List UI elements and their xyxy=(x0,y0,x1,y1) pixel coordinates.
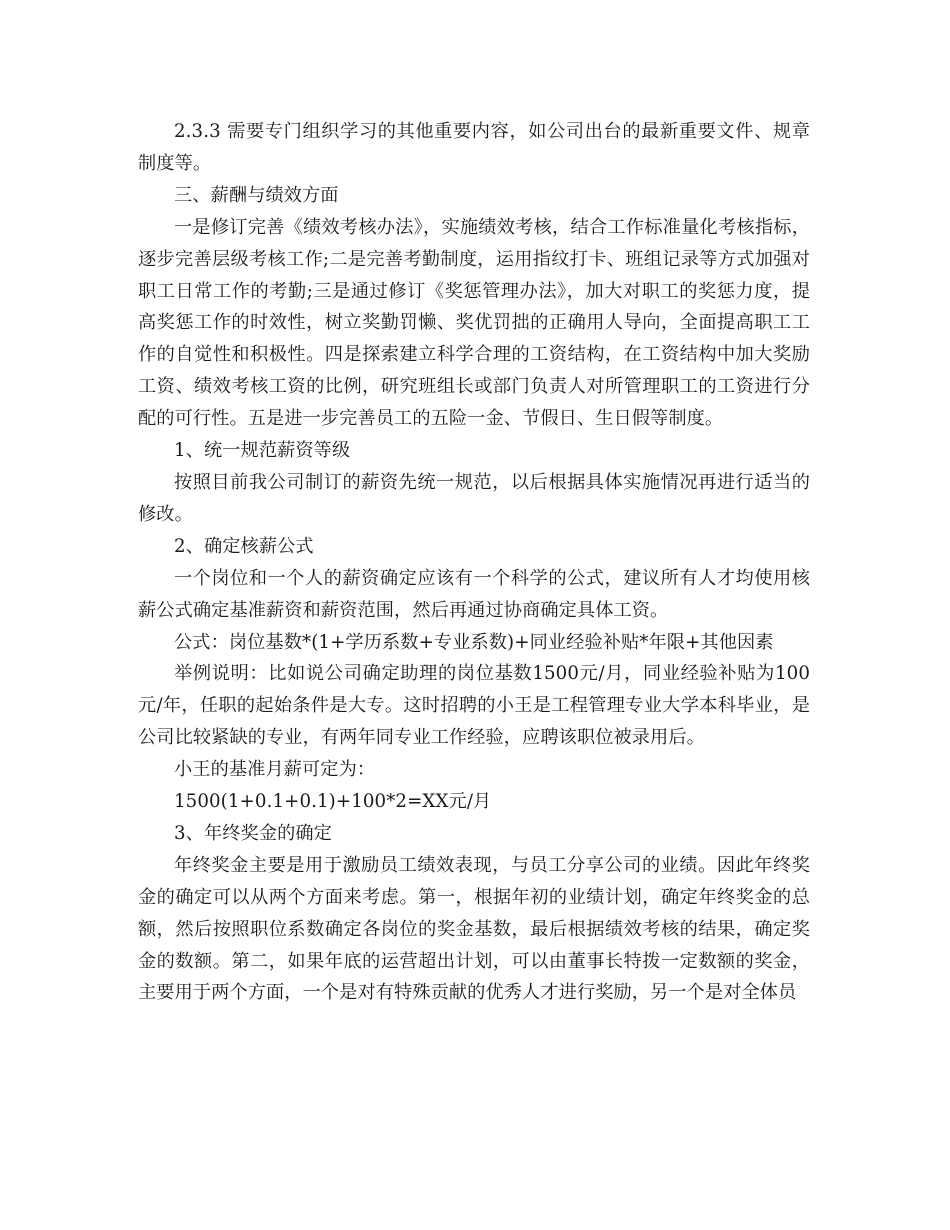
paragraph-year-end-bonus: 年终奖金主要是用于激励员工绩效表现，与员工分享公司的业绩。因此年终奖金的确定可以从两个方面来考虑。第一，根据年初的业绩计划，确定年终奖金的总额，然后按照职位系数确定各岗位的奖金基数，最后根据绩效考核的结果，确定奖金的数额。第二，如果年底的运营超出计划，可以由董事长特拨一定数额的奖金，主要用于两个方面，一个是对有特殊贡献的优秀人才进行奖励，另一个是对全体员 xyxy=(138,854,810,1004)
subheading-salary-formula: 2、确定核薪公式 xyxy=(174,535,314,557)
paragraph-salary-performance-measures: 一是修订完善《绩效考核办法》，实施绩效考核，结合工作标准量化考核指标，逐步完善层级考核工作;二是完善考勤制度，运用指纹打卡、班组记录等方式加强对职工日常工作的考勤;三是通过修订《奖惩管理办法》，加大对职工的奖惩力度，提高奖惩工作的时效性，树立奖勤罚懒、奖优罚拙的正确用人导向，全面提高职工工作的自觉性和积极性。四是探索建立科学合理的工资结构，在工资结构中加大奖励工资、绩效考核工资的比例，研究班组长或部门负责人对所管理职工的工资进行分配的可行性。五是进一步完善员工的五险一金、节假日、生日假等制度。 xyxy=(138,216,810,430)
paragraph-item-2-3-3: 2.3.3 需要专门组织学习的其他重要内容，如公司出台的最新重要文件、规章制度等。 xyxy=(138,121,810,174)
calculation-line: 1500(1+0.1+0.1)+100*2=XX元/月 xyxy=(174,791,492,813)
paragraph-base-salary-intro: 小王的基准月薪可定为： xyxy=(174,759,376,781)
subheading-year-end-bonus: 3、年终奖金的确定 xyxy=(174,822,332,844)
paragraph-example: 举例说明：比如说公司确定助理的岗位基数1500元/月，同业经验补贴为100元/年，任职的起始条件是大专。这时招聘的小王是工程管理专业大学本科毕业，是公司比较紧缺的专业，有两年同专业工作经验，应聘该职位被录用后。 xyxy=(138,663,810,749)
formula-line: 公式：岗位基数*(1+学历系数+专业系数)+同业经验补贴*年限+其他因素 xyxy=(174,631,774,653)
section-heading-salary-performance: 三、薪酬与绩效方面 xyxy=(174,184,339,206)
paragraph-unify-salary-levels: 按照目前我公司制订的薪资先统一规范，以后根据具体实施情况再进行适当的修改。 xyxy=(138,471,810,525)
paragraph-salary-formula: 一个岗位和一个人的薪资确定应该有一个科学的公式，建议所有人才均使用核薪公式确定基准薪资和薪资范围，然后再通过协商确定具体工资。 xyxy=(138,567,810,621)
document-body xyxy=(138,116,810,1009)
subheading-unify-salary-levels: 1、统一规范薪资等级 xyxy=(174,440,351,462)
